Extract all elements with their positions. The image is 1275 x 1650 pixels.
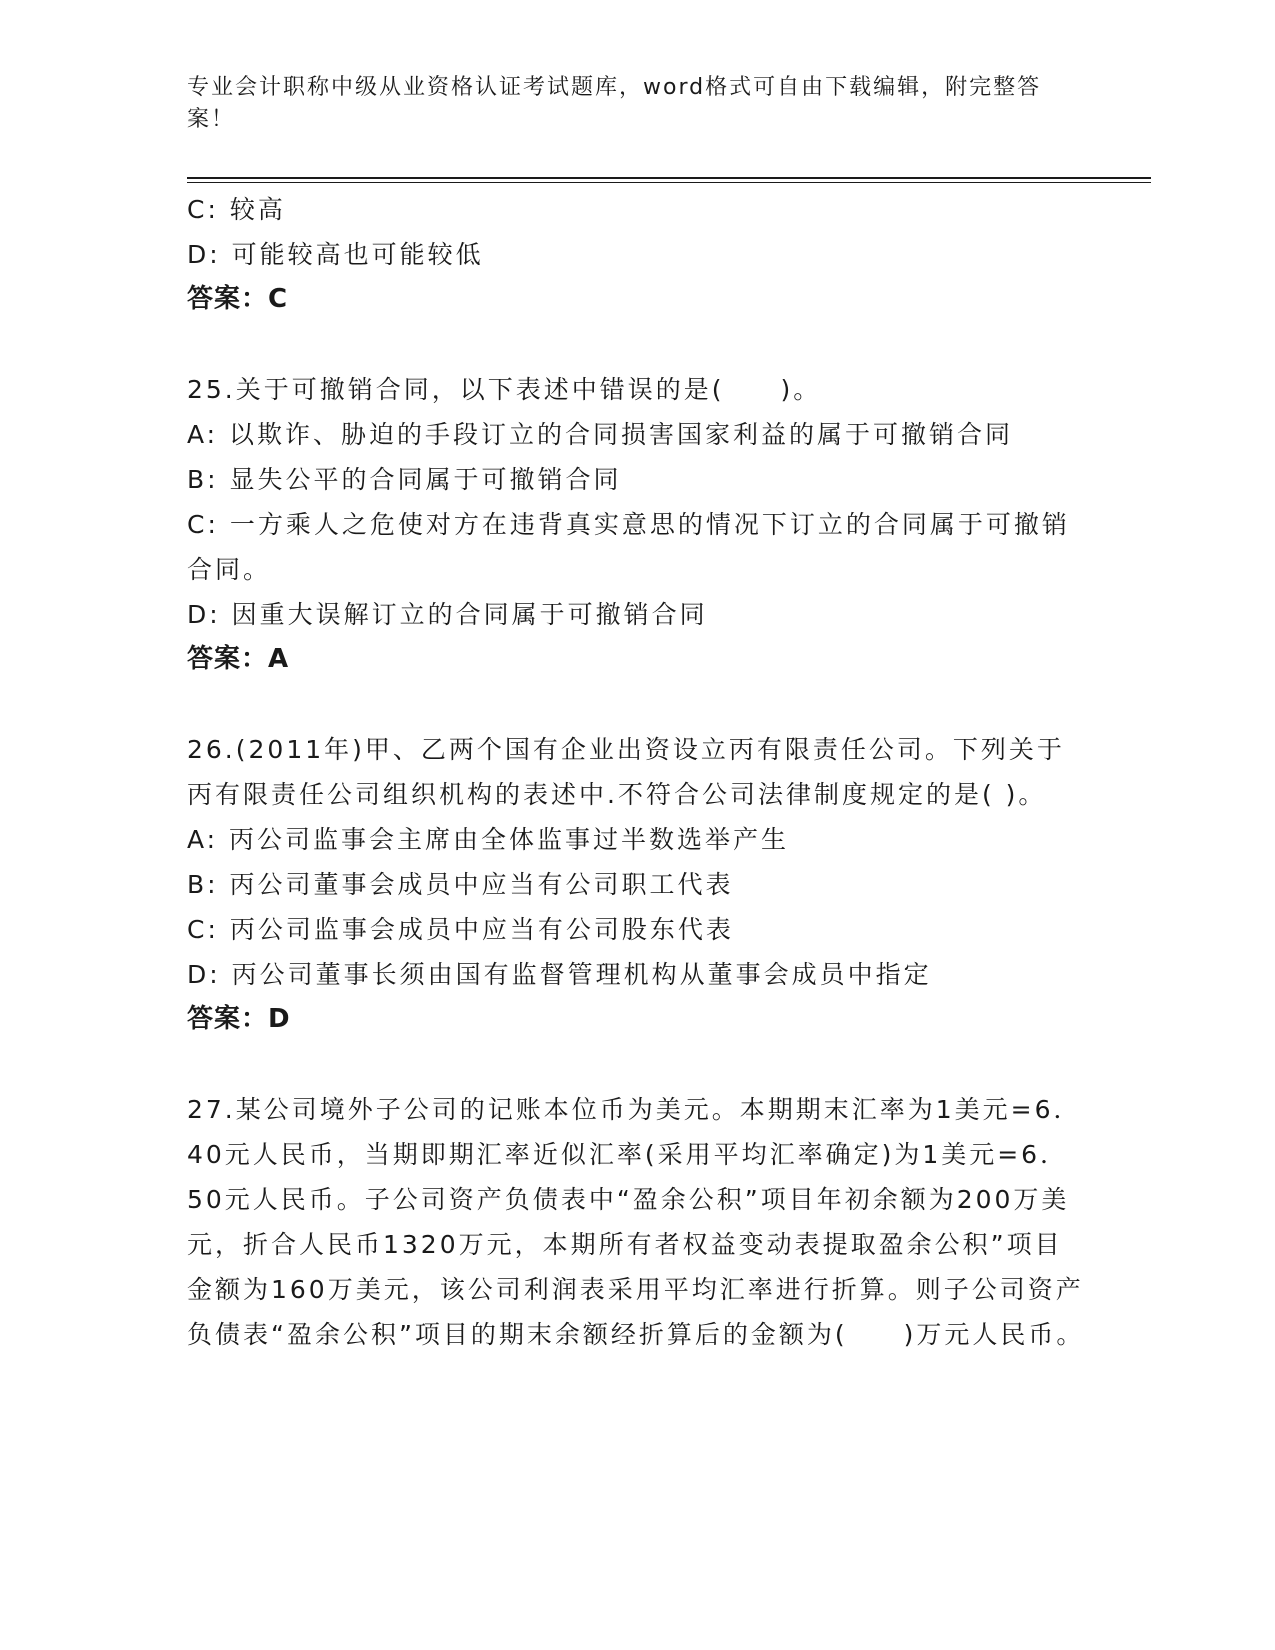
header-divider-thin [187,182,1151,183]
option-c: C: 较高 [187,195,286,224]
option-c: C: 丙公司监事会成员中应当有公司股东代表 [187,915,734,944]
question-stem: 26.(2011年)甲、乙两个国有企业出资设立丙有限责任公司。下列关于丙有限责任公司组织机构的表述中.不符合公司法律制度规定的是( )。 [187,735,1065,809]
option-a: A: 以欺诈、胁迫的手段订立的合同损害国家利益的属于可撤销合同 [187,420,1014,449]
header-divider-thick [187,177,1151,179]
option-b: B: 丙公司董事会成员中应当有公司职工代表 [187,870,734,899]
question-list [187,187,1087,1357]
page-header: 专业会计职称中级从业资格认证考试题库，word格式可自由下载编辑，附完整答案！ [187,75,1042,132]
question-stem: 27.某公司境外子公司的记账本位币为美元。本期期末汇率为1美元=6．40元人民币，当期即期汇率近似汇率(采用平均汇率确定)为1美元=6．50元人民币。子公司资产负债表中“盈余公积”项目年初余额为200万美元，折合人民币1320万元，本期所有者权益变动表提取盈余公积”项目金额为160万美元，该公司利润表采用平均汇率进行折算。则子公司资产负债表“盈余公积”项目的期末余额经折算后的金额为( )万元人民币。 [187,1095,1085,1349]
option-d: D: 丙公司董事长须由国有监督管理机构从董事会成员中指定 [187,960,932,989]
option-d: D: 可能较高也可能较低 [187,240,484,269]
question-27 [187,1087,1087,1357]
option-c: C: 一方乘人之危使对方在违背真实意思的情况下订立的合同属于可撤销合同。 [187,510,1070,584]
question-stem: 25.关于可撤销合同，以下表述中错误的是( )。 [187,375,822,404]
option-b: B: 显失公平的合同属于可撤销合同 [187,465,622,494]
answer-label: 答案：D [187,1004,291,1034]
option-a: A: 丙公司监事会主席由全体监事过半数选举产生 [187,825,790,854]
answer-label: 答案：C [187,284,289,314]
option-d: D: 因重大误解订立的合同属于可撤销合同 [187,600,708,629]
answer-label: 答案：A [187,644,290,674]
question-25 [187,367,1087,682]
question-24-tail [187,187,1087,322]
question-26 [187,727,1087,1042]
